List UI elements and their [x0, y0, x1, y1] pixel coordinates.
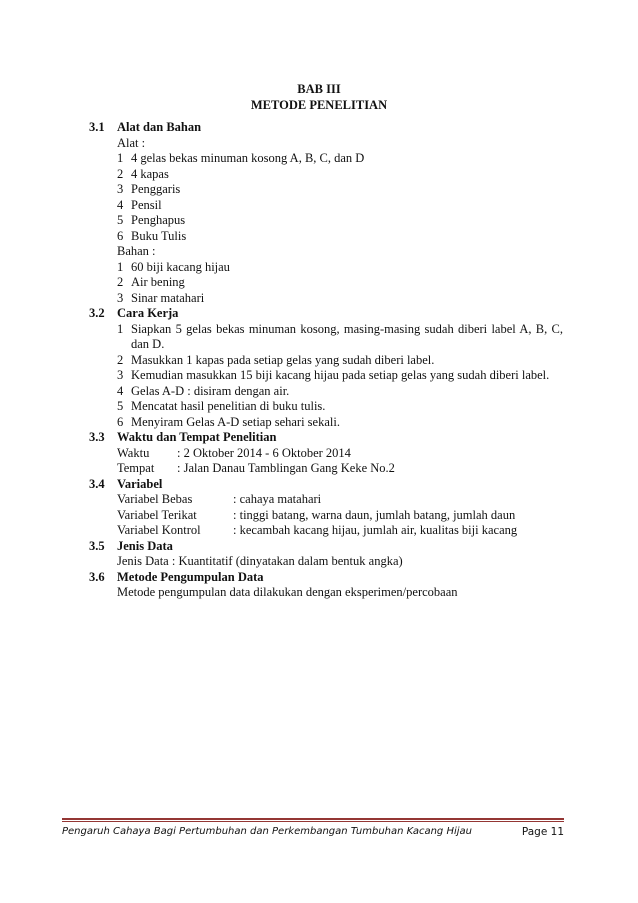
page-footer	[62, 826, 564, 838]
step-text: Siapkan 5 gelas bekas minuman kosong, masing-masing sudah diberi label A, B, C, dan D.	[131, 321, 563, 351]
item-text: Pensil	[131, 197, 162, 212]
info-value: : 2 Oktober 2014 - 6 Oktober 2014	[177, 445, 351, 460]
info-key: Tempat	[117, 461, 155, 475]
variable-value: : kecambah kacang hijau, jumlah air, kualitas biji kacang	[233, 523, 518, 537]
variable-value: : tinggi batang, warna daun, jumlah batang, jumlah daun	[233, 507, 516, 522]
step-text: Mencatat hasil penelitian di buku tulis.	[131, 399, 326, 413]
section-title: Cara Kerja	[117, 306, 179, 320]
item-text: Air bening	[131, 275, 185, 289]
step-number: 4	[117, 383, 124, 398]
item-number: 4	[117, 197, 124, 212]
item-text: 4 gelas bekas minuman kosong A, B, C, dan D	[131, 151, 365, 165]
section-number: 3.2	[89, 306, 105, 320]
info-value: : Jalan Danau Tamblingan Gang Keke No.2	[177, 461, 395, 475]
item-number: 2	[117, 166, 124, 181]
step-text: Menyiram Gelas A-D setiap sehari sekali.	[131, 414, 340, 429]
step-text: Masukkan 1 kapas pada setiap gelas yang sudah diberi label.	[131, 352, 435, 367]
section-text: Metode pengumpulan data dilakukan dengan eksperimen/percobaan	[117, 585, 458, 599]
alat-label: Alat :	[117, 135, 146, 150]
info-row	[89, 446, 563, 462]
section-heading	[89, 120, 563, 136]
list-item	[89, 260, 563, 276]
step-number: 2	[117, 352, 124, 367]
document-body	[89, 120, 563, 601]
footer-title: Pengaruh Cahaya Bagi Pertumbuhan dan Perkembangan Tumbuhan Kacang Hijau	[62, 826, 473, 837]
item-text: Sinar matahari	[131, 290, 205, 305]
step-item	[89, 368, 563, 384]
section-heading	[89, 306, 563, 322]
section-title: Variabel	[117, 476, 163, 491]
step-text: Kemudian masukkan 15 biji kacang hijau pada setiap gelas yang sudah diberi label.	[131, 368, 550, 382]
step-text: Gelas A-D : disiram dengan air.	[131, 383, 290, 398]
step-item	[89, 399, 563, 415]
variable-key: Variabel Terikat	[117, 507, 197, 522]
variable-value: : cahaya matahari	[233, 492, 322, 506]
section-heading	[89, 477, 563, 493]
section-heading	[89, 570, 563, 586]
item-number: 2	[117, 275, 124, 289]
step-number: 6	[117, 414, 124, 429]
item-number: 6	[117, 228, 124, 243]
variable-key: Variabel Bebas	[117, 492, 193, 506]
chapter-label: BAB III	[297, 82, 341, 96]
bahan-label: Bahan :	[117, 244, 156, 258]
list-item	[89, 213, 563, 229]
item-text: 60 biji kacang hijau	[131, 259, 230, 274]
section-number: 3.3	[89, 430, 105, 444]
variable-row	[89, 508, 563, 524]
footer-divider-thin	[62, 821, 564, 822]
variable-key: Variabel Kontrol	[117, 523, 201, 537]
step-item	[89, 415, 563, 431]
section-number: 3.6	[89, 569, 105, 584]
list-item	[89, 198, 563, 214]
info-row	[89, 461, 563, 477]
list-item	[89, 275, 563, 291]
section-title: Waktu dan Tempat Penelitian	[117, 430, 277, 444]
item-number: 1	[117, 151, 124, 165]
item-text: Buku Tulis	[131, 228, 187, 243]
step-item	[89, 353, 563, 369]
item-number: 1	[117, 259, 124, 274]
item-number: 3	[117, 290, 124, 305]
list-item	[89, 291, 563, 307]
section-number: 3.4	[89, 476, 105, 491]
variable-row	[89, 523, 563, 539]
section-number: 3.1	[89, 120, 105, 134]
step-item	[89, 322, 563, 353]
section-heading	[89, 430, 563, 446]
list-item	[89, 182, 563, 198]
list-item	[89, 167, 563, 183]
chapter-title: METODE PENELITIAN	[250, 98, 388, 112]
page-number: Page 11	[521, 826, 564, 838]
section-title: Jenis Data	[117, 538, 173, 553]
step-number: 1	[117, 321, 124, 336]
section-title: Metode Pengumpulan Data	[117, 569, 264, 584]
section-number: 3.5	[89, 538, 105, 553]
section-text: Jenis Data : Kuantitatif (dinyatakan dalam bentuk angka)	[117, 554, 403, 568]
list-item	[89, 151, 563, 167]
section-heading	[89, 539, 563, 555]
item-text: Penggaris	[131, 182, 181, 196]
item-text: 4 kapas	[131, 166, 169, 181]
info-key: Waktu	[117, 445, 150, 460]
step-number: 5	[117, 399, 124, 413]
list-item	[89, 229, 563, 245]
footer-divider	[62, 818, 564, 820]
item-text: Penghapus	[131, 213, 186, 227]
item-number: 3	[117, 182, 124, 196]
item-number: 5	[117, 213, 124, 227]
step-item	[89, 384, 563, 400]
variable-row	[89, 492, 563, 508]
step-number: 3	[117, 368, 124, 382]
section-title: Alat dan Bahan	[117, 120, 202, 134]
